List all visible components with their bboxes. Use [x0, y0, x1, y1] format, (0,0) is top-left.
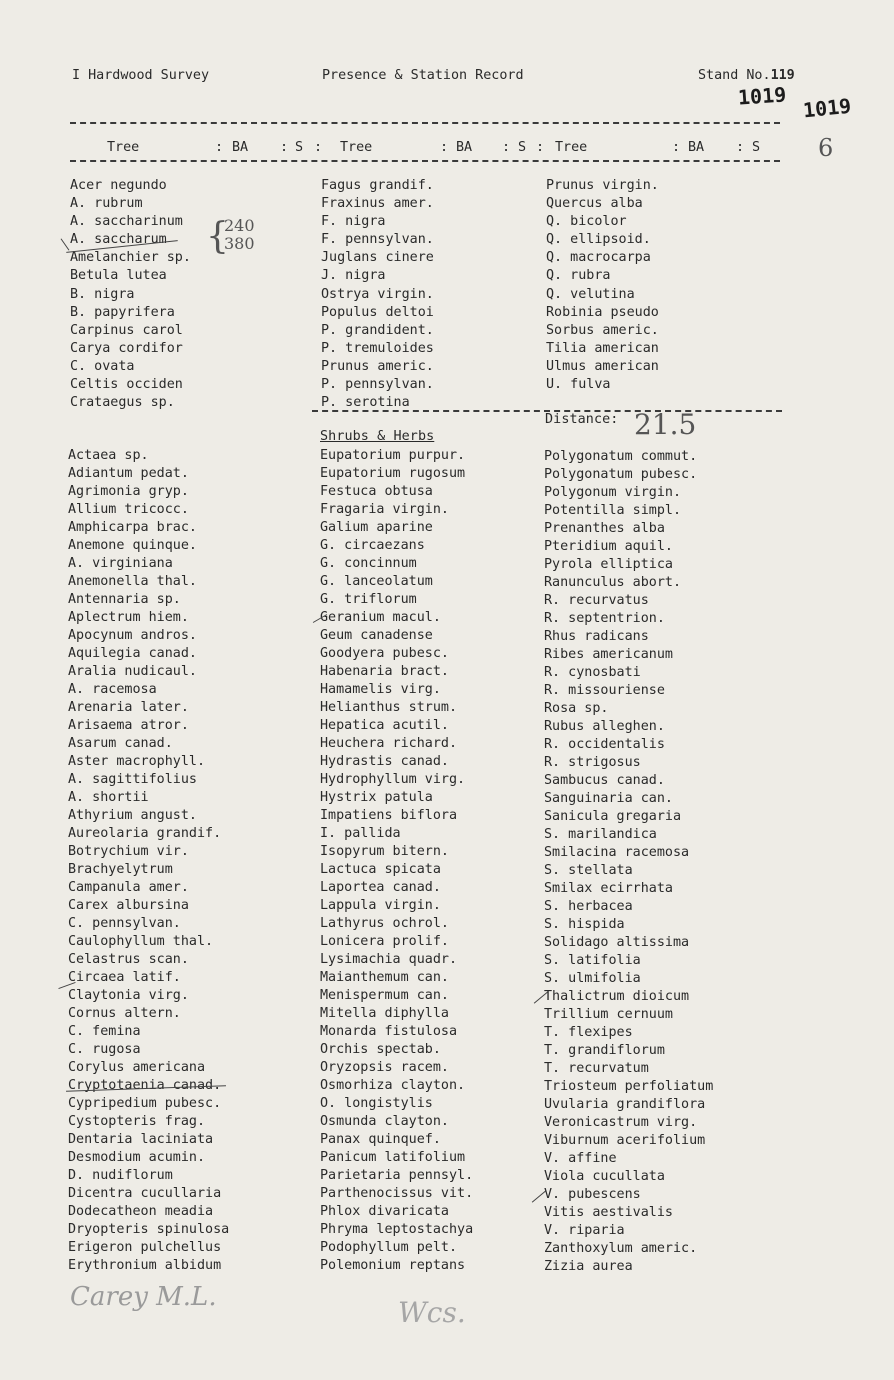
herb-species-item: G. triflorum [320, 592, 417, 607]
herb-species-item: Botrychium vir. [68, 844, 189, 859]
handwritten-distance: 21.5 [634, 408, 697, 441]
herb-species-item: R. missouriense [544, 683, 665, 698]
herb-species-item: O. longistylis [320, 1096, 433, 1111]
herb-species-item: C. femina [68, 1024, 141, 1039]
herb-species-item: Arenaria later. [68, 700, 189, 715]
herb-species-item: Aureolaria grandif. [68, 826, 222, 841]
herb-species-item: Erythronium albidum [68, 1258, 222, 1273]
herb-species-item: G. circaezans [320, 538, 425, 553]
herb-species-item: Circaea latif. [68, 970, 181, 985]
handwritten-ba-1: 240 [224, 216, 255, 235]
tree-species-item: Prunus americ. [321, 358, 434, 374]
herb-species-item: Dentaria laciniata [68, 1132, 214, 1147]
tree-species-item: P. tremuloides [321, 340, 434, 356]
tree-species-item: B. nigra [70, 286, 135, 302]
tree-species-item: J. nigra [321, 268, 386, 284]
herb-species-item: S. ulmifolia [544, 971, 641, 986]
herb-species-item: Viola cucullata [544, 1169, 665, 1184]
herb-species-item: R. cynosbati [544, 665, 641, 680]
herb-species-item: Sambucus canad. [544, 773, 665, 788]
herb-species-item: Polygonatum pubesc. [544, 467, 698, 482]
herb-species-item: A. shortii [68, 790, 149, 805]
stand-label: Stand No. [698, 68, 771, 83]
col-header-sep: : [440, 140, 449, 155]
herb-species-item: V. affine [544, 1151, 617, 1166]
herb-species-item: Amphicarpa brac. [68, 520, 197, 535]
herb-species-item: Podophyllum pelt. [320, 1240, 458, 1255]
herb-species-item: Thalictrum dioicum [544, 989, 690, 1004]
handwritten-carey: Carey M.L. [70, 1282, 217, 1312]
herb-species-item: Hydrophyllum virg. [320, 772, 466, 787]
tree-species-item: Sorbus americ. [546, 322, 659, 338]
herb-species-item: T. grandiflorum [544, 1043, 665, 1058]
tree-species-item: Carya cordifor [70, 340, 183, 356]
herb-species-item: Panax quinquef. [320, 1132, 441, 1147]
herb-species-item: Parthenocissus vit. [320, 1186, 474, 1201]
herb-species-item: Polygonum virgin. [544, 485, 682, 500]
herb-species-item: Anemone quinque. [68, 538, 197, 553]
tree-species-item: B. papyrifera [70, 304, 175, 320]
tree-species-item: Carpinus carol [70, 322, 183, 338]
herb-species-item: Cystopteris frag. [68, 1114, 206, 1129]
herb-species-item: Dryopteris spinulosa [68, 1222, 230, 1237]
herb-species-item: Cornus altern. [68, 1006, 181, 1021]
herb-species-item: V. riparia [544, 1223, 625, 1238]
herb-species-item: I. pallida [320, 826, 401, 841]
herb-species-item: Eupatorium rugosum [320, 466, 466, 481]
herb-species-item: Agrimonia gryp. [68, 484, 189, 499]
herb-species-item: Galium aparine [320, 520, 433, 535]
herb-species-item: Mitella diphylla [320, 1006, 449, 1021]
herb-species-item: Orchis spectab. [320, 1042, 441, 1057]
tree-species-item: P. grandident. [321, 322, 434, 338]
herb-species-item: Ribes americanum [544, 647, 673, 662]
herb-species-item: Fragaria virgin. [320, 502, 449, 517]
herb-species-item: Triosteum perfoliatum [544, 1079, 714, 1094]
tree-species-item: Q. ellipsoid. [546, 232, 651, 248]
herb-species-item: C. rugosa [68, 1042, 141, 1057]
herb-species-item: Carex albursina [68, 898, 189, 913]
tree-species-item: Juglans cinere [321, 250, 434, 266]
herb-species-item: S. hispida [544, 917, 625, 932]
tree-species-item: A. saccharum [70, 232, 167, 248]
herb-species-item: Erigeron pulchellus [68, 1240, 222, 1255]
herb-species-item: Eupatorium purpur. [320, 448, 466, 463]
tree-species-item: Fagus grandif. [321, 178, 434, 193]
herb-species-item: Phryma leptostachya [320, 1222, 474, 1237]
herb-species-item: A. virginiana [68, 556, 173, 571]
herb-species-item: R. strigosus [544, 755, 641, 770]
herb-species-item: Sanicula gregaria [544, 809, 682, 824]
herb-species-item: R. occidentalis [544, 737, 665, 752]
herb-species-item: Hamamelis virg. [320, 682, 441, 697]
herb-species-item: Polygonatum commut. [544, 449, 698, 464]
tree-species-item: Betula lutea [70, 268, 167, 284]
tree-species-item: Q. rubra [546, 268, 611, 284]
herb-species-item: S. stellata [544, 863, 633, 878]
herb-species-item: Hepatica acutil. [320, 718, 449, 733]
survey-title: I Hardwood Survey [72, 68, 210, 83]
herb-species-item: Asarum canad. [68, 736, 173, 751]
tree-species-item: Robinia pseudo [546, 304, 659, 320]
herb-species-item: Actaea sp. [68, 448, 149, 463]
herb-species-item: Zanthoxylum americ. [544, 1241, 698, 1256]
tree-species-item: C. ovata [70, 358, 135, 374]
herb-species-item: Solidago altissima [544, 935, 690, 950]
herb-species-item: Ranunculus abort. [544, 575, 682, 590]
handwritten-ba-2: 380 [224, 234, 255, 253]
herb-species-item: Hydrastis canad. [320, 754, 449, 769]
col-header-s-3: S [752, 140, 761, 155]
herb-list-col-1 [68, 447, 229, 1275]
tree-species-item: Ostrya virgin. [321, 286, 434, 302]
herb-species-item: Pteridium aquil. [544, 539, 673, 554]
herb-species-item: A. racemosa [68, 682, 157, 697]
stamp-number-2: 1019 [801, 93, 853, 123]
herb-list-col-2 [320, 447, 473, 1275]
herb-species-item: Pyrola elliptica [544, 557, 673, 572]
tree-species-item: Quercus alba [546, 196, 643, 212]
distance-label: Distance: [545, 412, 619, 427]
header-dashed-rule [70, 160, 780, 162]
herb-species-item: Isopyrum bitern. [320, 844, 449, 859]
herb-species-item: Corylus americana [68, 1060, 206, 1075]
tree-species-item: Prunus virgin. [546, 178, 659, 193]
tree-list-col-2 [321, 177, 434, 412]
herb-species-item: Festuca obtusa [320, 484, 433, 499]
col-header-s-1: S [295, 140, 304, 155]
herb-species-item: Campanula amer. [68, 880, 189, 895]
herb-species-item: Aster macrophyll. [68, 754, 206, 769]
col-header-sep: : [736, 140, 745, 155]
col-header-tree-1: Tree [107, 140, 140, 155]
herb-species-item: Osmunda clayton. [320, 1114, 449, 1129]
herb-species-item: Desmodium acumin. [68, 1150, 206, 1165]
herb-species-item: Lathyrus ochrol. [320, 916, 449, 931]
tree-species-item: Acer negundo [70, 178, 167, 193]
tree-species-item: A. saccharinum [70, 214, 183, 230]
herb-species-item: Polemonium reptans [320, 1258, 466, 1273]
herb-species-item: V. pubescens [544, 1187, 641, 1202]
handwritten-6: 6 [818, 134, 834, 162]
herb-species-item: Prenanthes alba [544, 521, 665, 536]
herb-species-item: Claytonia virg. [68, 988, 189, 1003]
tree-species-item: Q. velutina [546, 286, 635, 302]
tree-species-item: Crataegus sp. [70, 395, 175, 411]
herb-species-item: Cypripedium pubesc. [68, 1096, 222, 1111]
herb-species-item: D. nudiflorum [68, 1168, 173, 1183]
tree-species-item: P. serotina [321, 395, 410, 411]
herb-species-item: Apocynum andros. [68, 628, 197, 643]
herb-species-item: Geranium macul. [320, 610, 441, 625]
herb-species-item: Rubus alleghen. [544, 719, 665, 734]
herb-species-item: Vitis aestivalis [544, 1205, 673, 1220]
herb-species-item: Phlox divaricata [320, 1204, 449, 1219]
herb-species-item: Lappula virgin. [320, 898, 441, 913]
herb-species-item: Lysimachia quadr. [320, 952, 458, 967]
herb-species-item: A. sagittifolius [68, 772, 197, 787]
herb-species-item: Dicentra cucullaria [68, 1186, 222, 1201]
herb-species-item: Goodyera pubesc. [320, 646, 449, 661]
shrubs-herbs-title: Shrubs & Herbs [320, 429, 435, 444]
herb-species-item: Helianthus strum. [320, 700, 458, 715]
tree-species-item: P. pennsylvan. [321, 377, 434, 393]
herb-species-item: Zizia aurea [544, 1259, 633, 1274]
herb-species-item: Oryzopsis racem. [320, 1060, 449, 1075]
herb-species-item: Rosa sp. [544, 701, 609, 716]
tree-species-item: Tilia american [546, 340, 659, 356]
tree-species-item: Ulmus american [546, 358, 659, 374]
herb-species-item: R. septentrion. [544, 611, 665, 626]
herb-species-item: Viburnum acerifolium [544, 1133, 706, 1148]
herb-species-item: Parietaria pennsyl. [320, 1168, 474, 1183]
herb-species-item: Athyrium angust. [68, 808, 197, 823]
herb-species-item: Cryptotaenia canad. [68, 1078, 222, 1093]
herb-species-item: Celastrus scan. [68, 952, 189, 967]
herb-species-item: T. flexipes [544, 1025, 633, 1040]
herb-species-item: S. marilandica [544, 827, 657, 842]
herb-species-item: G. concinnum [320, 556, 417, 571]
herb-species-item: Aralia nudicaul. [68, 664, 197, 679]
herb-species-item: T. recurvatum [544, 1061, 649, 1076]
col-header-tree-3: Tree [555, 140, 588, 155]
herb-species-item: Impatiens biflora [320, 808, 458, 823]
herb-species-item: Lonicera prolif. [320, 934, 449, 949]
tree-species-item: Amelanchier sp. [70, 250, 191, 266]
check-mark [61, 238, 70, 250]
col-header-s-2: S [518, 140, 527, 155]
herb-species-item: C. pennsylvan. [68, 916, 181, 931]
handwritten-brace: { [206, 216, 229, 257]
herb-species-item: S. herbacea [544, 899, 633, 914]
tree-species-item: F. pennsylvan. [321, 232, 434, 248]
herb-species-item: Aquilegia canad. [68, 646, 197, 661]
herb-species-item: R. recurvatus [544, 593, 649, 608]
herb-species-item: Dodecatheon meadia [68, 1204, 214, 1219]
herb-species-item: Adiantum pedat. [68, 466, 189, 481]
col-header-tree-2: Tree [340, 140, 373, 155]
col-header-sep: : [280, 140, 289, 155]
tree-species-item: F. nigra [321, 214, 386, 230]
herb-species-item: Antennaria sp. [68, 592, 181, 607]
herb-species-item: Arisaema atror. [68, 718, 189, 733]
herb-species-item: Menispermum can. [320, 988, 449, 1003]
tree-species-item: Q. macrocarpa [546, 250, 651, 266]
stand-number-label [698, 68, 795, 83]
tree-species-item: Celtis occiden [70, 377, 183, 393]
herb-species-item: Caulophyllum thal. [68, 934, 214, 949]
herb-species-item: Rhus radicans [544, 629, 649, 644]
herb-species-item: S. latifolia [544, 953, 641, 968]
tree-list-col-3 [546, 177, 659, 394]
herb-species-item: Lactuca spicata [320, 862, 441, 877]
herb-species-item: Smilacina racemosa [544, 845, 690, 860]
herb-species-item: Maianthemum can. [320, 970, 449, 985]
herb-species-item: Osmorhiza clayton. [320, 1078, 466, 1093]
col-header-sep: : [536, 140, 545, 155]
col-header-ba-2: BA [456, 140, 473, 155]
herb-species-item: Smilax ecirrhata [544, 881, 673, 896]
herb-species-item: G. lanceolatum [320, 574, 433, 589]
tree-species-item: Populus deltoi [321, 304, 434, 320]
herb-species-item: Trillium cernuum [544, 1007, 673, 1022]
col-header-ba-3: BA [688, 140, 705, 155]
herb-species-item: Geum canadense [320, 628, 433, 643]
herb-species-item: Brachyelytrum [68, 862, 173, 877]
herb-species-item: Sanguinaria can. [544, 791, 673, 806]
herb-species-item: Uvularia grandiflora [544, 1097, 706, 1112]
herb-species-item: Aplectrum hiem. [68, 610, 189, 625]
col-header-sep: : [314, 140, 323, 155]
col-header-sep: : [215, 140, 224, 155]
herb-species-item: Veronicastrum virg. [544, 1115, 698, 1130]
top-dashed-rule [70, 122, 780, 124]
stand-typed-number: 119 [770, 68, 795, 83]
herb-species-item: Laportea canad. [320, 880, 441, 895]
herb-species-item: Habenaria bract. [320, 664, 449, 679]
herb-species-item: Allium tricocc. [68, 502, 189, 517]
herb-list-col-3 [544, 448, 713, 1276]
col-header-sep: : [502, 140, 511, 155]
tree-species-item: Fraxinus amer. [321, 196, 434, 212]
record-title: Presence & Station Record [322, 68, 524, 83]
tree-species-item: A. rubrum [70, 196, 143, 212]
herb-species-item: Monarda fistulosa [320, 1024, 458, 1039]
tree-species-item: U. fulva [546, 377, 611, 393]
col-header-ba-1: BA [232, 140, 249, 155]
herb-species-item: Panicum latifolium [320, 1150, 466, 1165]
handwritten-wcs: Wcs. [398, 1296, 466, 1329]
herb-species-item: Potentilla simpl. [544, 503, 682, 518]
col-header-sep: : [672, 140, 681, 155]
tree-list-col-1 [70, 177, 191, 412]
herb-species-item: Hystrix patula [320, 790, 433, 805]
herb-species-item: Anemonella thal. [68, 574, 197, 589]
tree-species-item: Q. bicolor [546, 214, 627, 230]
herb-species-item: Heuchera richard. [320, 736, 458, 751]
stamp-number-1: 1019 [737, 82, 787, 110]
